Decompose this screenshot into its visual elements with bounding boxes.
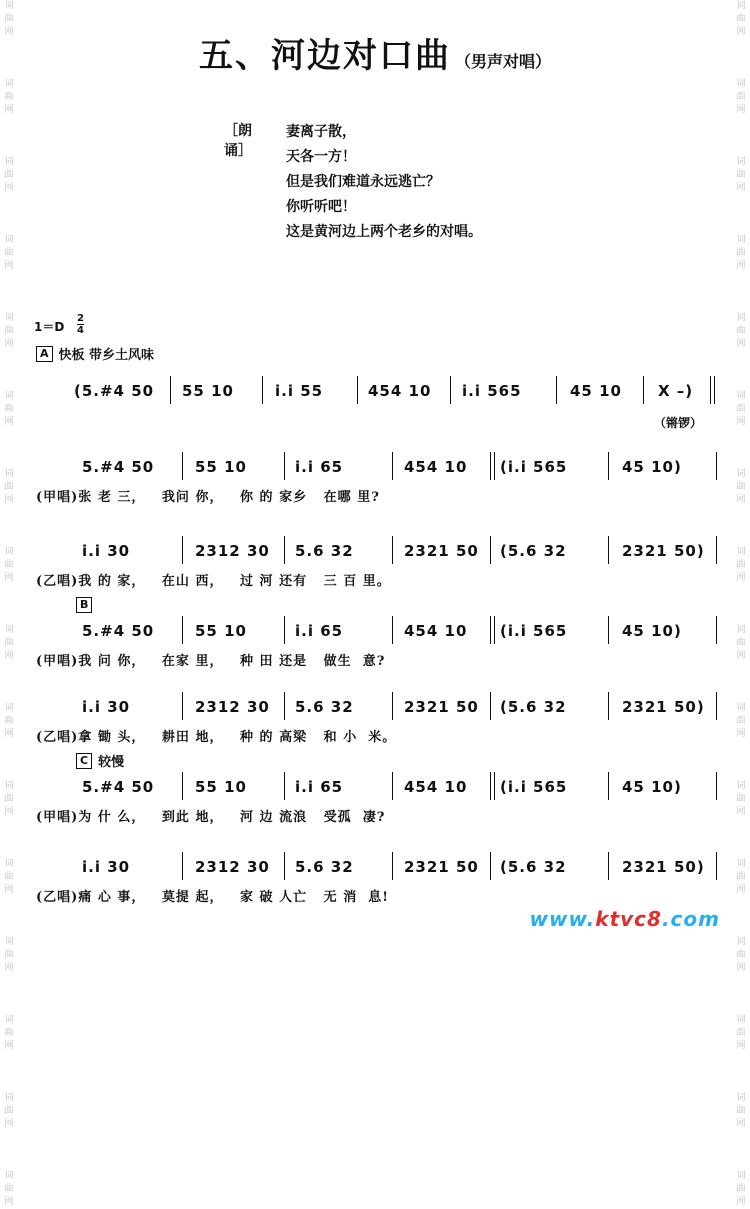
url-part: www. [529, 907, 596, 931]
system-notes [0, 536, 750, 566]
measure: (5.6 32 [500, 858, 567, 876]
measure: i.i 565 [462, 382, 522, 400]
lyrics-line: (乙唱)痛 心 事， 莫提 起， 家 破 人亡 无 消 息! [36, 890, 389, 905]
measure: 45 10) [622, 778, 682, 796]
system-notes [0, 692, 750, 722]
measure: 454 10 [404, 458, 468, 476]
time-signature-bottom: 4 [77, 325, 84, 336]
time-signature [77, 313, 84, 336]
measure: 55 10 [195, 778, 247, 796]
measure: i.i 55 [275, 382, 324, 400]
site-watermark-url [530, 907, 720, 931]
key-signature: 1＝D [34, 320, 65, 334]
section-b-mark [76, 597, 98, 613]
measure: 5.#4 50 [82, 778, 155, 796]
measure: 55 10 [195, 622, 247, 640]
lyrics-line: (乙唱)拿 锄 头， 耕田 地， 种 的 高梁 和 小 米。 [36, 730, 397, 745]
page-title-block [0, 28, 750, 77]
measure: i.i 30 [82, 858, 131, 876]
measure: 5.6 32 [295, 858, 354, 876]
measure: (i.i 565 [500, 778, 568, 796]
measure: 2321 50) [622, 858, 705, 876]
measure: 45 10) [622, 622, 682, 640]
measure: 5.6 32 [295, 542, 354, 560]
recitation-line: 这是黄河边上两个老乡的对唱。 [286, 224, 482, 240]
lyrics-line: (甲唱)张 老 三， 我问 你， 你 的 家乡 在哪 里? [36, 490, 380, 505]
intro-notes [0, 376, 750, 406]
measure: 2312 30 [195, 858, 270, 876]
measure: 2321 50) [622, 698, 705, 716]
measure: 5.#4 50 [82, 458, 155, 476]
measure: i.i 30 [82, 542, 131, 560]
measure: i.i 65 [295, 458, 344, 476]
measure: i.i 65 [295, 622, 344, 640]
measure: i.i 30 [82, 698, 131, 716]
section-a-tempo: 快板 带乡土风味 [58, 348, 155, 363]
lyrics-line: (甲唱)我 问 你， 在家 里， 种 田 还是 做生 意? [36, 654, 386, 669]
measure: 45 10) [622, 458, 682, 476]
measure: 55 10 [195, 458, 247, 476]
system-notes [0, 772, 750, 802]
measure: 2321 50) [622, 542, 705, 560]
measure: 5.6 32 [295, 698, 354, 716]
system-notes [0, 616, 750, 646]
measure: (i.i 565 [500, 458, 568, 476]
measure: i.i 65 [295, 778, 344, 796]
measure: (5.6 32 [500, 698, 567, 716]
section-b-box: B [76, 597, 92, 613]
lyrics-line: (甲唱)为 什 么， 到此 地， 河 边 流浪 受孤 凄? [36, 810, 386, 825]
side-watermark-right: 词 曲 网 词 曲 网 词 曲 网 词 曲 网 词 曲 网 词 曲 网 词 曲 网 词 曲 网 词 曲 网 词 曲 网 词 曲 网 词 曲 网 词 曲 网 词 曲 网 词 曲 网 词 曲 网 [736, 1, 746, 1207]
measure: 2321 50 [404, 858, 479, 876]
gong-annotation: （锵锣） [654, 416, 703, 430]
measure: 2321 50 [404, 698, 479, 716]
recitation-line: 你听听吧！ [286, 199, 356, 215]
measure: (5.#4 50 [74, 382, 155, 400]
url-part: ktvc8 [595, 907, 662, 931]
section-a-mark [36, 344, 154, 363]
measure: (i.i 565 [500, 622, 568, 640]
measure: 2312 30 [195, 542, 270, 560]
time-signature-top: 2 [77, 313, 84, 324]
url-part: .com [661, 907, 720, 931]
side-watermark-left: 词 曲 网 词 曲 网 词 曲 网 词 曲 网 词 曲 网 词 曲 网 词 曲 网 词 曲 网 词 曲 网 词 曲 网 词 曲 网 词 曲 网 词 曲 网 词 曲 网 词 曲 网 词 曲 网 [4, 1, 14, 1207]
section-c-box: C [76, 753, 92, 769]
lyrics-line: (乙唱)我 的 家， 在山 西， 过 河 还有 三 百 里。 [36, 574, 391, 589]
measure: 454 10 [404, 778, 468, 796]
section-c-mark [76, 751, 124, 770]
measure: 2321 50 [404, 542, 479, 560]
page-subtitle: （男声对唱） [454, 52, 551, 71]
measure: 454 10 [368, 382, 432, 400]
recitation-lines [286, 120, 586, 245]
page-title: 五、河边对口曲 [198, 36, 451, 76]
recitation-label: ［朗诵］ [224, 123, 252, 159]
measure: 45 10 [570, 382, 622, 400]
measure: 5.#4 50 [82, 622, 155, 640]
measure: (5.6 32 [500, 542, 567, 560]
recitation-line: 但是我们难道永远逃亡？ [286, 174, 440, 190]
recitation-line: 天各一方！ [286, 149, 356, 165]
measure: 2312 30 [195, 698, 270, 716]
measure: X –) [658, 382, 694, 400]
recitation-line: 妻离子散， [286, 124, 356, 140]
section-a-box: A [36, 346, 53, 362]
system-notes [0, 452, 750, 482]
section-c-tempo: 较慢 [98, 755, 125, 770]
measure: 454 10 [404, 622, 468, 640]
system-notes [0, 852, 750, 882]
measure: 55 10 [182, 382, 234, 400]
